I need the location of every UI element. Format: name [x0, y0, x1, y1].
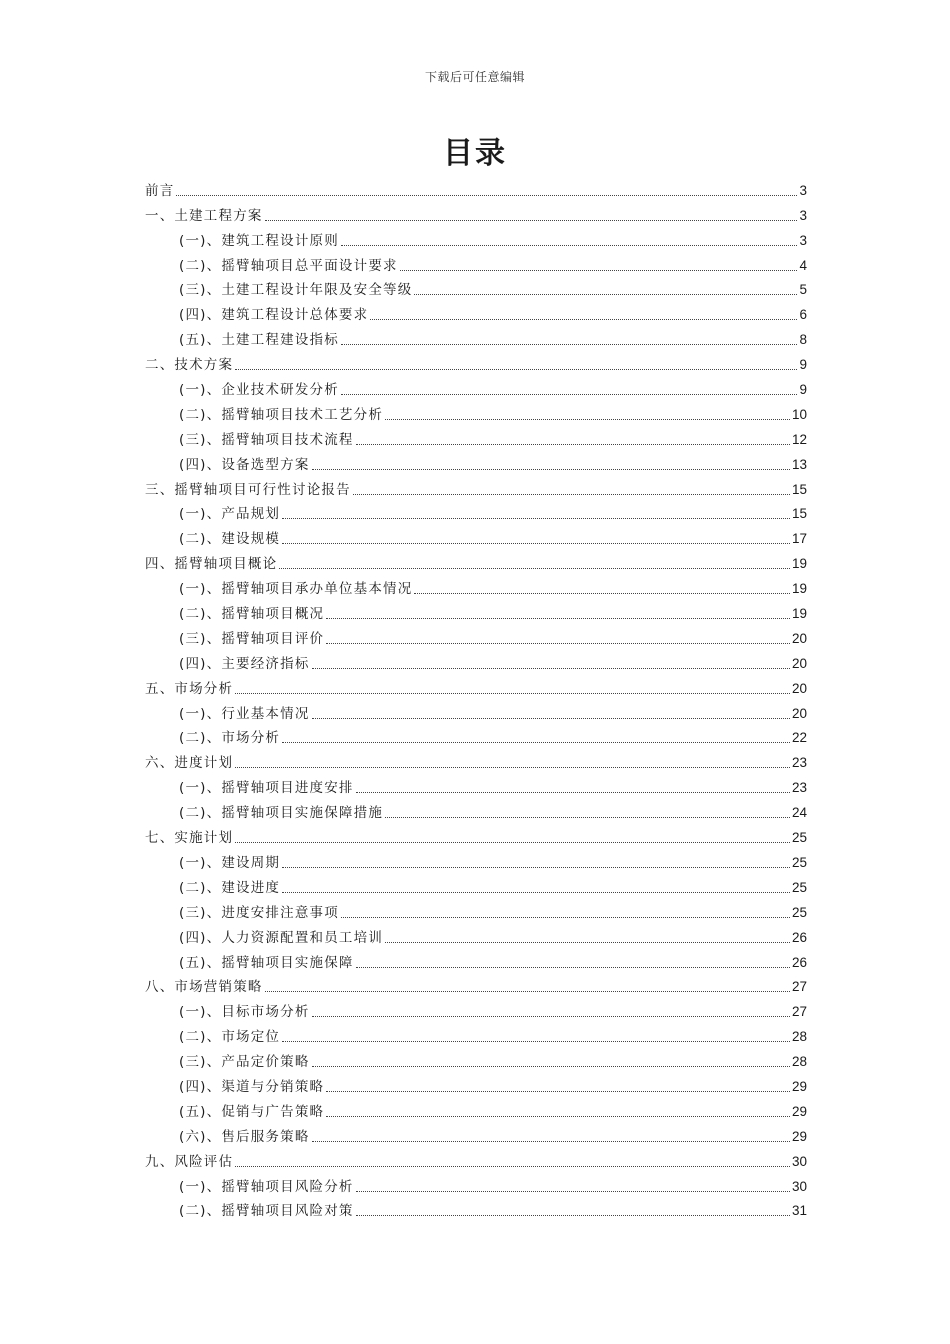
toc-entry-label: 一、土建工程方案: [145, 207, 263, 224]
toc-dot-leader: [312, 469, 790, 470]
toc-entry-label: (二)、市场定位: [179, 1029, 281, 1046]
toc-entry[interactable]: [145, 1122, 807, 1147]
toc-entry[interactable]: [145, 300, 807, 325]
toc-dot-leader: [356, 792, 790, 793]
toc-entry[interactable]: [145, 1072, 807, 1097]
toc-dot-leader: [312, 668, 790, 669]
toc-entry[interactable]: [145, 823, 807, 848]
toc-entry[interactable]: [145, 798, 807, 823]
toc-dot-leader: [235, 693, 790, 694]
toc-entry-label: (一)、产品规划: [179, 506, 281, 523]
toc-entry-label: 二、技术方案: [145, 357, 234, 374]
toc-dot-leader: [282, 1041, 790, 1042]
toc-dot-leader: [312, 1141, 790, 1142]
toc-entry-label: (二)、摇臂轴项目概况: [179, 606, 325, 623]
toc-entry[interactable]: [145, 400, 807, 425]
toc-entry-page-number: 5: [799, 282, 807, 298]
toc-dot-leader: [385, 419, 790, 420]
toc-entry-label: 九、风险评估: [145, 1153, 234, 1170]
toc-dot-leader: [414, 593, 790, 594]
toc-entry[interactable]: [145, 848, 807, 873]
toc-entry-label: 四、摇臂轴项目概论: [145, 556, 278, 573]
toc-entry-page-number: 9: [799, 382, 807, 398]
toc-entry-page-number: 26: [791, 929, 807, 945]
toc-entry-page-number: 20: [791, 705, 807, 721]
toc-dot-leader: [326, 1116, 790, 1117]
toc-dot-leader: [279, 568, 790, 569]
toc-entry[interactable]: [145, 674, 807, 699]
toc-entry-page-number: 27: [791, 979, 807, 995]
toc-entry-page-number: 15: [791, 481, 807, 497]
toc-dot-leader: [341, 917, 790, 918]
toc-entry[interactable]: [145, 1047, 807, 1072]
toc-entry-label: (四)、人力资源配置和员工培训: [179, 929, 384, 946]
toc-dot-leader: [265, 991, 790, 992]
toc-entry[interactable]: [145, 997, 807, 1022]
toc-entry-label: (四)、设备选型方案: [179, 456, 310, 473]
toc-entry-page-number: 25: [791, 830, 807, 846]
toc-entry-page-number: 13: [791, 456, 807, 472]
toc-dot-leader: [235, 369, 797, 370]
toc-entry-label: (四)、渠道与分销策略: [179, 1078, 325, 1095]
toc-dot-leader: [312, 1066, 790, 1067]
page-title: 目录: [443, 136, 507, 171]
toc-entry-label: 七、实施计划: [145, 830, 234, 847]
toc-entry-label: (一)、行业基本情况: [179, 705, 310, 722]
page-header: 下载后可任意编辑: [424, 70, 525, 84]
toc-entry[interactable]: [145, 1197, 807, 1222]
toc-entry-page-number: 29: [791, 1128, 807, 1144]
toc-entry-label: 三、摇臂轴项目可行性讨论报告: [145, 481, 351, 498]
toc-entry-page-number: 17: [791, 531, 807, 547]
toc-dot-leader: [312, 718, 790, 719]
toc-entry[interactable]: [145, 549, 807, 574]
toc-entry-page-number: 30: [791, 1178, 807, 1194]
toc-entry[interactable]: [145, 226, 807, 251]
toc-entry-page-number: 24: [791, 805, 807, 821]
toc-dot-leader: [282, 742, 790, 743]
toc-entry-label: (一)、目标市场分析: [179, 1004, 310, 1021]
toc-entry[interactable]: [145, 276, 807, 301]
toc-entry-page-number: 19: [791, 581, 807, 597]
toc-entry-page-number: 9: [799, 357, 807, 373]
toc-dot-leader: [312, 1016, 790, 1017]
toc-entry[interactable]: [145, 973, 807, 998]
toc-entry-label: (一)、摇臂轴项目承办单位基本情况: [179, 581, 413, 598]
toc-entry[interactable]: [145, 624, 807, 649]
toc-entry[interactable]: [145, 599, 807, 624]
toc-entry-page-number: 26: [791, 954, 807, 970]
toc-entry-label: (三)、摇臂轴项目技术流程: [179, 431, 354, 448]
toc-dot-leader: [400, 270, 798, 271]
toc-entry[interactable]: [145, 375, 807, 400]
toc-dot-leader: [370, 319, 797, 320]
toc-entry-label: (三)、摇臂轴项目评价: [179, 630, 325, 647]
toc-entry[interactable]: [145, 649, 807, 674]
toc-entry[interactable]: [145, 1097, 807, 1122]
toc-dot-leader: [356, 967, 790, 968]
toc-entry-label: (一)、建筑工程设计原则: [179, 232, 339, 249]
toc-entry[interactable]: [145, 251, 807, 276]
toc-entry[interactable]: [145, 1022, 807, 1047]
toc-entry[interactable]: [145, 948, 807, 973]
toc-entry-page-number: 3: [799, 207, 807, 223]
toc-entry-page-number: 19: [791, 606, 807, 622]
toc-entry[interactable]: [145, 176, 807, 201]
toc-entry-page-number: 20: [791, 630, 807, 646]
toc-entry-page-number: 30: [791, 1153, 807, 1169]
toc-entry-page-number: 19: [791, 556, 807, 572]
toc-dot-leader: [282, 518, 790, 519]
toc-entry-page-number: 29: [791, 1103, 807, 1119]
toc-entry-page-number: 3: [799, 232, 807, 248]
table-of-contents: [145, 176, 807, 1221]
toc-entry-page-number: 28: [791, 1029, 807, 1045]
toc-entry-label: (二)、摇臂轴项目实施保障措施: [179, 805, 384, 822]
toc-dot-leader: [235, 1166, 790, 1167]
toc-entry[interactable]: [145, 475, 807, 500]
toc-dot-leader: [356, 444, 790, 445]
toc-entry-page-number: 25: [791, 879, 807, 895]
toc-entry[interactable]: [145, 923, 807, 948]
toc-entry-page-number: 10: [791, 406, 807, 422]
toc-dot-leader: [341, 344, 798, 345]
toc-entry[interactable]: [145, 724, 807, 749]
toc-dot-leader: [176, 195, 797, 196]
toc-dot-leader: [235, 767, 790, 768]
toc-entry[interactable]: [145, 325, 807, 350]
toc-entry-label: (一)、建设周期: [179, 854, 281, 871]
toc-entry-page-number: 4: [799, 257, 807, 273]
toc-entry[interactable]: [145, 1172, 807, 1197]
toc-entry-label: (一)、摇臂轴项目风险分析: [179, 1178, 354, 1195]
toc-entry-label: (四)、主要经济指标: [179, 655, 310, 672]
toc-entry-label: (三)、产品定价策略: [179, 1054, 310, 1071]
toc-dot-leader: [341, 245, 798, 246]
toc-entry-page-number: 15: [791, 506, 807, 522]
toc-dot-leader: [341, 394, 798, 395]
toc-entry[interactable]: [145, 425, 807, 450]
toc-entry-label: (三)、土建工程设计年限及安全等级: [179, 282, 413, 299]
toc-entry-label: (二)、摇臂轴项目风险对策: [179, 1203, 354, 1220]
toc-entry-label: (二)、摇臂轴项目总平面设计要求: [179, 257, 398, 274]
toc-entry-label: (二)、摇臂轴项目技术工艺分析: [179, 406, 384, 423]
toc-entry-page-number: 6: [799, 307, 807, 323]
toc-entry-label: (四)、建筑工程设计总体要求: [179, 307, 369, 324]
toc-dot-leader: [385, 942, 790, 943]
toc-entry-page-number: 20: [791, 680, 807, 696]
toc-entry-page-number: 3: [799, 182, 807, 198]
toc-entry-label: (二)、建设规模: [179, 531, 281, 548]
toc-entry-page-number: 28: [791, 1054, 807, 1070]
toc-entry[interactable]: [145, 500, 807, 525]
toc-dot-leader: [326, 643, 790, 644]
toc-entry-label: (一)、摇臂轴项目进度安排: [179, 780, 354, 797]
toc-dot-leader: [326, 1091, 790, 1092]
toc-entry-page-number: 23: [791, 755, 807, 771]
toc-entry[interactable]: [145, 350, 807, 375]
toc-entry-page-number: 22: [791, 730, 807, 746]
toc-dot-leader: [282, 543, 790, 544]
toc-entry-page-number: 27: [791, 1004, 807, 1020]
toc-dot-leader: [356, 1215, 790, 1216]
toc-entry-page-number: 20: [791, 655, 807, 671]
toc-entry[interactable]: [145, 1147, 807, 1172]
toc-entry[interactable]: [145, 450, 807, 475]
toc-entry-page-number: 23: [791, 780, 807, 796]
toc-entry-label: (一)、企业技术研发分析: [179, 382, 339, 399]
toc-entry[interactable]: [145, 201, 807, 226]
toc-entry-label: (五)、摇臂轴项目实施保障: [179, 954, 354, 971]
toc-entry[interactable]: [145, 699, 807, 724]
toc-entry-label: (三)、进度安排注意事项: [179, 904, 339, 921]
toc-dot-leader: [282, 867, 790, 868]
toc-entry-label: (五)、土建工程建设指标: [179, 332, 339, 349]
toc-dot-leader: [353, 494, 790, 495]
toc-entry-label: 五、市场分析: [145, 680, 234, 697]
toc-dot-leader: [356, 1191, 790, 1192]
toc-entry-label: 前言: [145, 182, 175, 199]
toc-entry-label: (五)、促销与广告策略: [179, 1103, 325, 1120]
toc-entry[interactable]: [145, 773, 807, 798]
toc-dot-leader: [385, 817, 790, 818]
toc-entry-page-number: 25: [791, 854, 807, 870]
toc-entry-label: (二)、建设进度: [179, 879, 281, 896]
toc-entry[interactable]: [145, 898, 807, 923]
toc-entry-label: (二)、市场分析: [179, 730, 281, 747]
toc-dot-leader: [414, 294, 797, 295]
toc-entry[interactable]: [145, 574, 807, 599]
toc-entry[interactable]: [145, 873, 807, 898]
toc-dot-leader: [235, 842, 790, 843]
toc-entry-page-number: 31: [791, 1203, 807, 1219]
toc-entry-label: 六、进度计划: [145, 755, 234, 772]
toc-entry-page-number: 8: [799, 332, 807, 348]
toc-dot-leader: [282, 892, 790, 893]
toc-entry-page-number: 25: [791, 904, 807, 920]
toc-entry[interactable]: [145, 748, 807, 773]
toc-dot-leader: [265, 220, 798, 221]
toc-entry-page-number: 12: [791, 431, 807, 447]
toc-entry-label: 八、市场营销策略: [145, 979, 263, 996]
toc-entry-page-number: 29: [791, 1078, 807, 1094]
toc-entry-label: (六)、售后服务策略: [179, 1128, 310, 1145]
toc-dot-leader: [326, 618, 790, 619]
toc-entry[interactable]: [145, 524, 807, 549]
